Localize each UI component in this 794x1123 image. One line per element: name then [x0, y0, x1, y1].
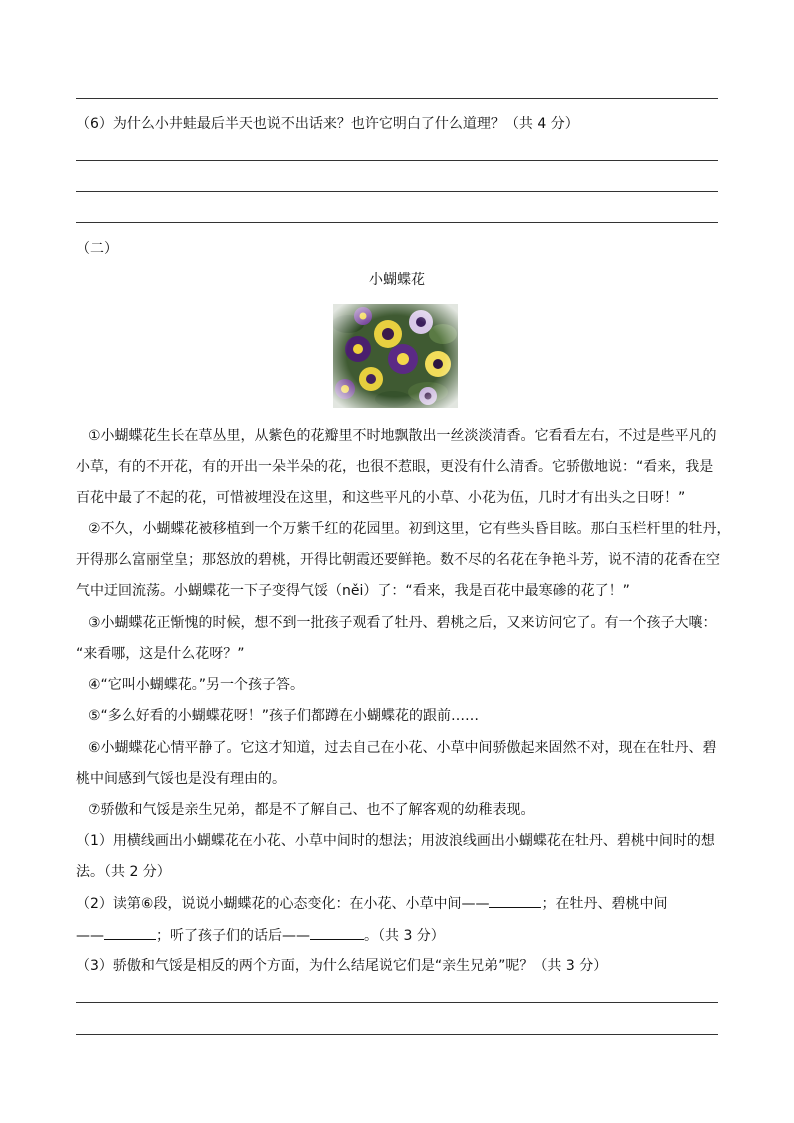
- question-2-line-2: [76, 925, 736, 946]
- paragraph-2-line-2: 开得那么富丽堂皇；那怒放的碧桃，开得比朝霞还要鲜艳。数不尽的名花在争艳斗芳，说不清的花香在空: [76, 552, 720, 568]
- question-3: （3）骄傲和气馁是相反的两个方面，为什么结尾说它们是“亲生兄弟”呢？（共 3 分）: [76, 958, 608, 974]
- answer-line: [76, 191, 718, 192]
- paragraph-4: ④“它叫小蝴蝶花。”另一个孩子答。: [88, 677, 305, 693]
- answer-line: [76, 98, 718, 99]
- answer-line: [76, 1034, 718, 1035]
- paragraph-6-line-2: 桃中间感到气馁也是没有理由的。: [76, 771, 286, 787]
- paragraph-6-line-1: ⑥小蝴蝶花心情平静了。它这才知道，过去自己在小花、小草中间骄傲起来固然不对，现在在牡丹、碧: [88, 740, 717, 756]
- answer-blank-3[interactable]: [310, 925, 364, 940]
- paragraph-1-line-2: 小草，有的不开花，有的开出一朵半朵的花，也很不惹眼，更没有什么清香。它骄傲地说：“看来，我是: [76, 459, 714, 475]
- story-title: 小蝴蝶花: [369, 272, 425, 288]
- paragraph-2-line-3: 气中迂回流荡。小蝴蝶花一下子变得气馁（něi）了：“看来，我是百花中最寒碜的花了！”: [76, 583, 630, 599]
- answer-blank-1[interactable]: [489, 893, 541, 908]
- question-1-line-2: 法。（共 2 分）: [76, 864, 171, 880]
- paragraph-3-line-2: “来看哪，这是什么花呀？”: [76, 646, 245, 662]
- question-2-text-c: ——: [76, 928, 104, 944]
- paragraph-7: ⑦骄傲和气馁是亲生兄弟，都是不了解自己、也不了解客观的幼稚表现。: [88, 802, 535, 818]
- question-2-text-d: ；听了孩子们的话后——: [156, 928, 310, 944]
- question-2-text-b: ；在牡丹、碧桃中间: [541, 896, 668, 912]
- paragraph-3-line-1: ③小蝴蝶花正惭愧的时候，想不到一批孩子观看了牡丹、碧桃之后，又来访问它了。有一个孩子大嚷：: [88, 615, 717, 631]
- answer-line: [76, 222, 718, 223]
- question-2-text-a: （2）读第⑥段，说说小蝴蝶花的心态变化：在小花、小草中间——: [76, 896, 490, 912]
- paragraph-2-line-1: ②不久，小蝴蝶花被移植到一个万紫千红的花园里。初到这里，它有些头昏目眩。那白玉栏杆里的牡丹，: [88, 521, 731, 537]
- answer-line: [76, 160, 718, 161]
- question-2-line-1: [76, 893, 736, 914]
- section-label: （二）: [76, 241, 118, 257]
- paragraph-1-line-1: ①小蝴蝶花生长在草丛里，从紫色的花瓣里不时地飘散出一丝淡淡清香。它看看左右，不过是些平凡的: [88, 428, 717, 444]
- answer-line: [76, 1002, 718, 1003]
- answer-blank-2[interactable]: [104, 925, 156, 940]
- question-1-line-1: （1）用横线画出小蝴蝶花在小花、小草中间时的想法；用波浪线画出小蝴蝶花在牡丹、碧桃中间时的想: [76, 833, 715, 849]
- question-2-text-e: 。（共 3 分）: [364, 928, 445, 944]
- paragraph-5: ⑤“多么好看的小蝴蝶花呀！”孩子们都蹲在小蝴蝶花的跟前……: [88, 708, 480, 724]
- question-6: （6）为什么小井蛙最后半天也说不出话来？也许它明白了什么道理？（共 4 分）: [76, 116, 579, 132]
- pansy-flowers-image: [333, 304, 458, 408]
- paragraph-1-line-3: 百花中最了不起的花，可惜被埋没在这里，和这些平凡的小草、小花为伍，几时才有出头之日呀！”: [76, 490, 686, 506]
